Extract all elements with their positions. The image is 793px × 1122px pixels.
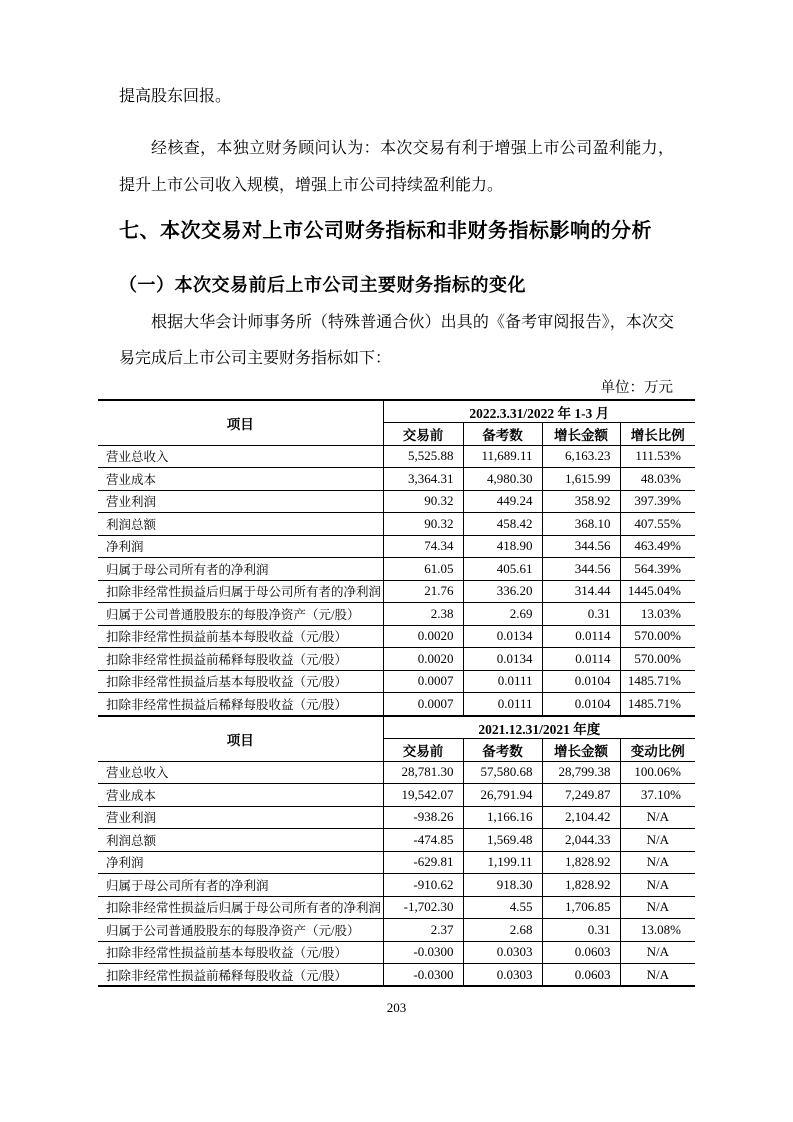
table-row	[98, 558, 695, 581]
column-header-change-rate: 变动比例	[620, 739, 695, 762]
cell-value: 1,199.11	[463, 851, 542, 874]
cell-value: 449.24	[463, 490, 542, 513]
cell-value: 463.49%	[620, 535, 695, 558]
cell-value: 1,569.48	[463, 829, 542, 852]
row-label: 营业利润	[98, 490, 383, 513]
table-row	[98, 851, 695, 874]
cell-value: 90.32	[383, 513, 463, 536]
table-row	[98, 648, 695, 671]
subsection-heading: （一）本次交易前后上市公司主要财务指标的变化	[119, 275, 526, 295]
cell-value: 918.30	[463, 874, 542, 897]
cell-value: 1,828.92	[542, 874, 620, 897]
cell-value: N/A	[620, 874, 695, 897]
table-row	[98, 580, 695, 603]
row-label: 营业成本	[98, 784, 383, 807]
cell-value: 0.0603	[542, 964, 620, 987]
row-label: 营业利润	[98, 806, 383, 829]
cell-value: 13.08%	[620, 919, 695, 942]
row-label: 归属于公司普通股股东的每股净资产（元/股）	[98, 919, 383, 942]
cell-value: 407.55%	[620, 513, 695, 536]
cell-value: 28,799.38	[542, 761, 620, 784]
page-content	[98, 0, 695, 1016]
cell-value: N/A	[620, 806, 695, 829]
column-header-proforma: 备考数	[463, 423, 542, 446]
cell-value: 0.0303	[463, 941, 542, 964]
cell-value: 458.42	[463, 513, 542, 536]
cell-value: 111.53%	[620, 445, 695, 468]
section-heading: 七、本次交易对上市公司财务指标和非财务指标影响的分析	[119, 220, 652, 242]
cell-value: 13.03%	[620, 603, 695, 626]
table-row	[98, 468, 695, 491]
cell-value: N/A	[620, 829, 695, 852]
cell-value: 1445.04%	[620, 580, 695, 603]
item-column-header: 项目	[226, 732, 254, 748]
row-label: 扣除非经常性损益前稀释每股收益（元/股）	[98, 648, 383, 671]
paragraph-advisor-opinion: 经核查，本独立财务顾问认为：本次交易有利于增强上市公司盈利能力，提升上市公司收入规模，增强上市公司持续盈利能力。	[119, 140, 674, 194]
cell-value: 57,580.68	[463, 761, 542, 784]
cell-value: 0.0007	[383, 670, 463, 693]
cell-value: N/A	[620, 941, 695, 964]
cell-value: 0.31	[542, 603, 620, 626]
cell-value: 344.56	[542, 535, 620, 558]
page-number: 203	[386, 1000, 407, 1015]
row-label: 扣除非经常性损益前基本每股收益（元/股）	[98, 625, 383, 648]
cell-value: 74.34	[383, 535, 463, 558]
table-row	[98, 806, 695, 829]
cell-value: 2.69	[463, 603, 542, 626]
cell-value: 418.90	[463, 535, 542, 558]
table-row	[98, 761, 695, 784]
row-label: 营业成本	[98, 468, 383, 491]
row-label: 营业总收入	[98, 761, 383, 784]
cell-value: 0.0114	[542, 625, 620, 648]
cell-value: 6,163.23	[542, 445, 620, 468]
cell-value: 7,249.87	[542, 784, 620, 807]
period-header: 2021.12.31/2021 年度	[383, 716, 695, 739]
cell-value: -910.62	[383, 874, 463, 897]
financial-table-2022-q1	[98, 399, 695, 715]
column-header-pre-deal: 交易前	[383, 423, 463, 446]
cell-value: 21.76	[383, 580, 463, 603]
cell-value: 19,542.07	[383, 784, 463, 807]
cell-value: 2,104.42	[542, 806, 620, 829]
cell-value: 28,781.30	[383, 761, 463, 784]
cell-value: 0.0020	[383, 648, 463, 671]
cell-value: 2.68	[463, 919, 542, 942]
cell-value: 48.03%	[620, 468, 695, 491]
cell-value: 344.56	[542, 558, 620, 581]
column-header-pre-deal: 交易前	[383, 739, 463, 762]
cell-value: 0.0104	[542, 693, 620, 716]
column-header-growth-amount: 增长金额	[542, 423, 620, 446]
table-row	[98, 941, 695, 964]
row-label: 扣除非经常性损益前稀释每股收益（元/股）	[98, 964, 383, 987]
cell-value: 570.00%	[620, 648, 695, 671]
cell-value: 0.0134	[463, 625, 542, 648]
cell-value: 0.0303	[463, 964, 542, 987]
cell-value: 2.38	[383, 603, 463, 626]
cell-value: 0.0603	[542, 941, 620, 964]
cell-value: 1485.71%	[620, 693, 695, 716]
cell-value: 564.39%	[620, 558, 695, 581]
cell-value: 0.31	[542, 919, 620, 942]
cell-value: 1,706.85	[542, 896, 620, 919]
cell-value: 0.0007	[383, 693, 463, 716]
cell-value: 0.0134	[463, 648, 542, 671]
table-body-2021	[98, 761, 695, 986]
cell-value: 2,044.33	[542, 829, 620, 852]
cell-value: 368.10	[542, 513, 620, 536]
cell-value: 90.32	[383, 490, 463, 513]
cell-value: 1,615.99	[542, 468, 620, 491]
table-body-2022	[98, 445, 695, 715]
table-row	[98, 490, 695, 513]
row-label: 净利润	[98, 851, 383, 874]
table-row	[98, 513, 695, 536]
cell-value: 2.37	[383, 919, 463, 942]
row-label: 扣除非经常性损益后归属于母公司所有者的净利润	[98, 580, 383, 603]
row-label: 扣除非经常性损益后基本每股收益（元/股）	[98, 670, 383, 693]
cell-value: 397.39%	[620, 490, 695, 513]
table-row	[98, 964, 695, 987]
cell-value: -938.26	[383, 806, 463, 829]
cell-value: 336.20	[463, 580, 542, 603]
cell-value: 0.0111	[463, 693, 542, 716]
cell-value: 358.92	[542, 490, 620, 513]
cell-value: 4,980.30	[463, 468, 542, 491]
row-label: 营业总收入	[98, 445, 383, 468]
cell-value: 4.55	[463, 896, 542, 919]
table-header-2021	[98, 716, 695, 761]
table-header-2022	[98, 400, 695, 445]
cell-value: 26,791.94	[463, 784, 542, 807]
row-label: 扣除非经常性损益后归属于母公司所有者的净利润	[98, 896, 383, 919]
row-label: 归属于公司普通股股东的每股净资产（元/股）	[98, 603, 383, 626]
cell-value: 3,364.31	[383, 468, 463, 491]
column-header-growth-amount: 增长金额	[542, 739, 620, 762]
cell-value: 100.06%	[620, 761, 695, 784]
cell-value: 11,689.11	[463, 445, 542, 468]
table-row	[98, 445, 695, 468]
cell-value: N/A	[620, 851, 695, 874]
cell-value: 1,166.16	[463, 806, 542, 829]
table-row	[98, 535, 695, 558]
cell-value: 37.10%	[620, 784, 695, 807]
cell-value: 0.0114	[542, 648, 620, 671]
cell-value: 0.0020	[383, 625, 463, 648]
table-row	[98, 874, 695, 897]
paragraph-continuation: 提高股东回报。	[119, 88, 232, 105]
table-row	[98, 896, 695, 919]
cell-value: 0.0104	[542, 670, 620, 693]
column-header-proforma: 备考数	[463, 739, 542, 762]
cell-value: -0.0300	[383, 964, 463, 987]
cell-value: 570.00%	[620, 625, 695, 648]
period-header: 2022.3.31/2022 年 1-3 月	[383, 400, 695, 423]
row-label: 扣除非经常性损益后稀释每股收益（元/股）	[98, 693, 383, 716]
unit-label: 单位：万元	[600, 380, 673, 396]
cell-value: 0.0111	[463, 670, 542, 693]
row-label: 归属于母公司所有者的净利润	[98, 558, 383, 581]
cell-value: N/A	[620, 896, 695, 919]
table-row	[98, 784, 695, 807]
paragraph-table-intro: 根据大华会计师事务所（特殊普通合伙）出具的《备考审阅报告》，本次交易完成后上市公司主要财务指标如下：	[119, 314, 674, 367]
item-column-header: 项目	[226, 416, 254, 432]
cell-value: 1,828.92	[542, 851, 620, 874]
cell-value: 405.61	[463, 558, 542, 581]
table-row	[98, 829, 695, 852]
row-label: 净利润	[98, 535, 383, 558]
table-row	[98, 603, 695, 626]
table-row	[98, 693, 695, 716]
cell-value: N/A	[620, 964, 695, 987]
table-row	[98, 625, 695, 648]
cell-value: 5,525.88	[383, 445, 463, 468]
cell-value: -629.81	[383, 851, 463, 874]
column-header-growth-rate: 增长比例	[620, 423, 695, 446]
row-label: 归属于母公司所有者的净利润	[98, 874, 383, 897]
cell-value: -0.0300	[383, 941, 463, 964]
cell-value: 61.05	[383, 558, 463, 581]
cell-value: 1485.71%	[620, 670, 695, 693]
row-label: 扣除非经常性损益前基本每股收益（元/股）	[98, 941, 383, 964]
row-label: 利润总额	[98, 513, 383, 536]
cell-value: -474.85	[383, 829, 463, 852]
financial-table-2021-annual	[98, 715, 695, 987]
row-label: 利润总额	[98, 829, 383, 852]
table-row	[98, 919, 695, 942]
cell-value: -1,702.30	[383, 896, 463, 919]
cell-value: 314.44	[542, 580, 620, 603]
table-row	[98, 670, 695, 693]
